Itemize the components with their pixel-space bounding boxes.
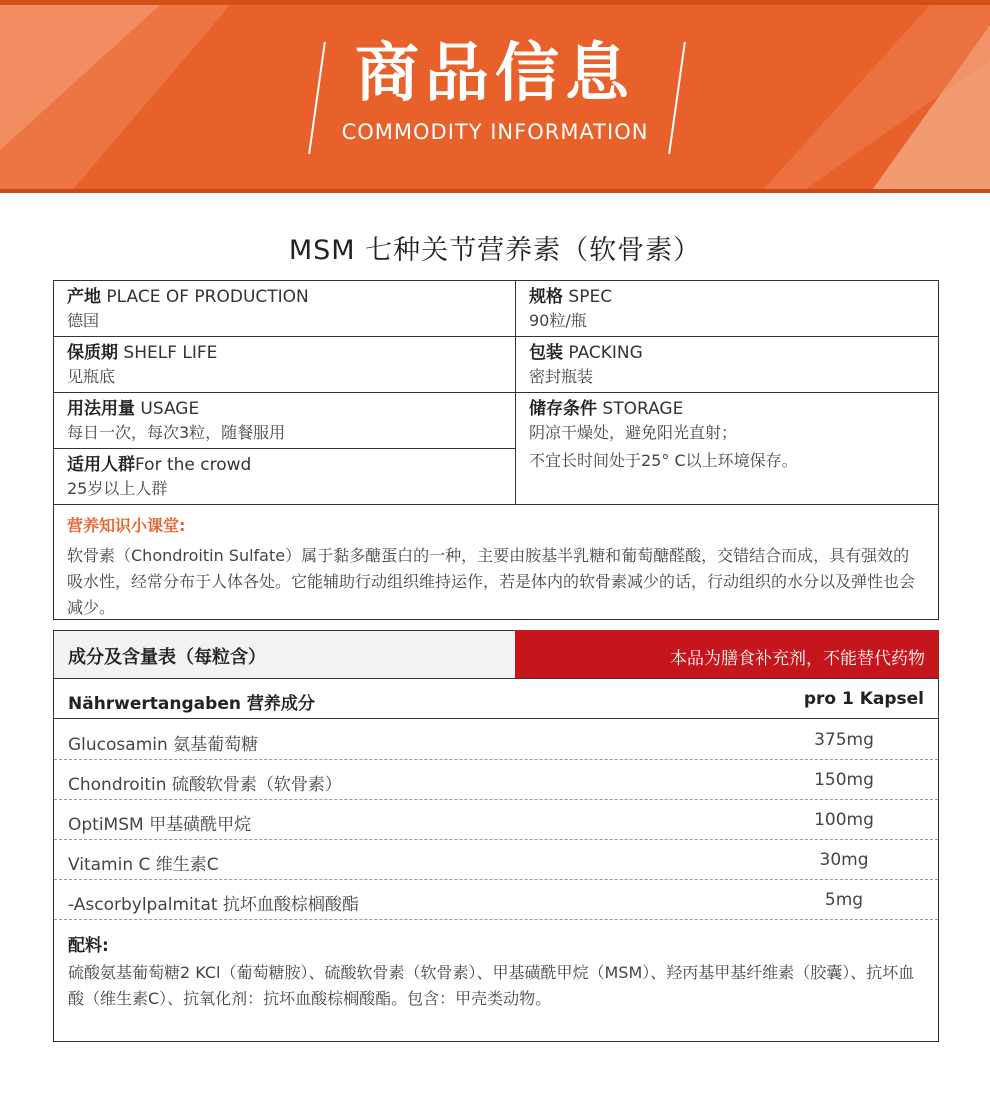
product-title: MSM 七种关节营养素（软骨素） — [288, 235, 702, 266]
ingredients-text: 硫酸氨基葡萄糖2 KCl（葡萄糖胺）、硫酸软骨素（软骨素）、甲基磺酰甲烷（MSM）、羟丙基甲基纤维素（胶囊）、抗坏血酸（维生素C）、抗氧化剂：抗坏血酸棕榈酸酯。包含：甲壳类动物。 — [68, 963, 915, 1008]
nutrition-table — [53, 678, 939, 1042]
nutrient-amount: 375mg — [814, 730, 874, 750]
table-row — [54, 800, 938, 840]
banner-title: 商品信息 — [355, 37, 635, 111]
storage-label-en: STORAGE — [602, 399, 684, 419]
nutrient-amount: 30mg — [819, 850, 869, 870]
info-cell-packing — [516, 337, 938, 392]
nutrient-amount: 100mg — [814, 810, 874, 830]
table-row — [54, 840, 938, 880]
info-cell-usage — [54, 393, 515, 448]
shelf-life-label-cn: 保质期 — [67, 343, 118, 363]
nutrient-amount: 5mg — [824, 890, 864, 910]
table-row — [54, 720, 938, 760]
nutrient-amount: 150mg — [814, 770, 874, 790]
info-cell-spec — [516, 281, 938, 336]
spec-label-en: SPEC — [568, 287, 613, 307]
knowledge-title: 营养知识小课堂: — [67, 516, 186, 535]
packing-value: 密封瓶装 — [529, 367, 594, 386]
shelf-life-value: 见瓶底 — [67, 367, 116, 386]
banner-subtitle: COMMODITY INFORMATION — [341, 120, 649, 144]
nutrition-header-row — [54, 679, 938, 719]
storage-label-cn: 储存条件 — [529, 399, 597, 419]
nutrient-name: Glucosamin 氨基葡萄糖 — [68, 735, 259, 755]
crowd-label-en: For the crowd — [135, 455, 252, 475]
info-row-divider — [54, 504, 938, 505]
crowd-value: 25岁以上人群 — [67, 479, 168, 498]
info-cell-storage — [516, 393, 938, 504]
usage-label-cn: 用法用量 — [67, 399, 135, 419]
header-banner — [0, 0, 990, 193]
product-info-table — [53, 280, 939, 620]
info-cell-crowd — [54, 449, 515, 504]
storage-value-line1: 阴凉干燥处，避免阳光直射； — [529, 423, 738, 442]
banner-bottom-edge — [0, 189, 990, 193]
knowledge-text: 软骨素（Chondroitin Sulfate）属于黏多醣蛋白的一种，主要由胺基半乳糖和葡萄醣醛酸，交错结合而成，具有强效的吸水性，经常分布于人体各处。它能辅助行动组织维持运作，若是体内的软骨素减少的话，行动组织的水分以及弹性也会减少。 — [67, 546, 916, 617]
nutrition-header-name: Nährwertangaben 营养成分 — [68, 694, 315, 714]
nutrient-name: OptiMSM 甲基磺酰甲烷 — [68, 815, 252, 835]
supplement-notice: 本品为膳食补充剂，不能替代药物 — [515, 630, 939, 678]
table-row — [54, 880, 938, 920]
table-row — [54, 760, 938, 800]
crowd-label-cn: 适用人群 — [67, 455, 135, 475]
nutrient-name: -Ascorbylpalmitat 抗坏血酸棕榈酸酯 — [68, 895, 359, 915]
ingredients-title: 配料: — [68, 936, 109, 956]
origin-label-en: PLACE OF PRODUCTION — [106, 287, 309, 307]
usage-value: 每日一次，每次3粒，随餐服用 — [67, 423, 286, 442]
info-cell-shelf-life — [54, 337, 515, 392]
usage-label-en: USAGE — [140, 399, 200, 419]
spec-label-cn: 规格 — [529, 287, 563, 307]
nutrient-name: Vitamin C 维生素C — [68, 855, 219, 875]
info-cell-origin — [54, 281, 515, 336]
ingredients-table-title: 成分及含量表（每粒含） — [53, 630, 515, 678]
origin-label-cn: 产地 — [67, 287, 101, 307]
shelf-life-label-en: SHELF LIFE — [123, 343, 218, 363]
nutrient-name: Chondroitin 硫酸软骨素（软骨素） — [68, 775, 342, 795]
spec-value: 90粒/瓶 — [529, 311, 587, 330]
origin-value: 德国 — [67, 311, 100, 330]
packing-label-cn: 包装 — [529, 343, 563, 363]
storage-value-line2: 不宜长时间处于25° C以上环境保存。 — [529, 451, 798, 470]
packing-label-en: PACKING — [568, 343, 643, 363]
nutrition-header-amount: pro 1 Kapsel — [803, 689, 924, 709]
